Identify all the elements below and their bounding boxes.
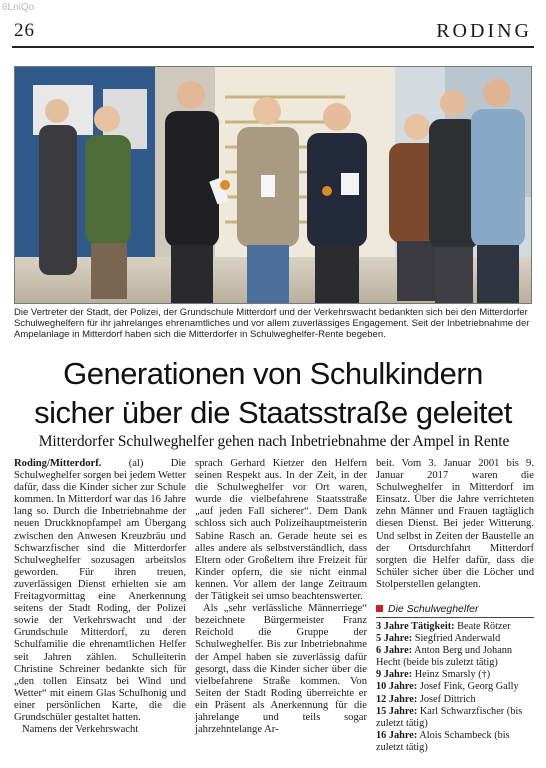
article-paragraph <box>14 458 186 724</box>
item-label: 6 Jahre: <box>376 645 413 657</box>
article-photo <box>14 66 532 304</box>
headline-line-1: Generationen von Schulkindern <box>63 356 483 391</box>
author-tag: (al) <box>128 458 144 469</box>
item-names: Josef Dittrich <box>419 693 476 705</box>
item-label: 10 Jahre: <box>376 681 418 693</box>
item-label: 15 Jahre: <box>376 705 418 717</box>
item-names: Karl Schwarzfischer (bis zuletzt tätig) <box>376 705 523 729</box>
article-column-1 <box>14 458 186 736</box>
helper-list <box>376 621 534 754</box>
item-names: Heinz Smarsly (†) <box>414 669 491 681</box>
item-names: Siegfried Anderwald <box>414 633 501 645</box>
article-paragraph: Als „sehr verlässliche Männerriege“ bezeichnete Bürgermeister Franz Reichold die Gruppe der Schulweghelfer. Bis zur Inbetriebnahme der Ampel haben sie zuverlässig dafür gesorgt, dass die Kinder sicher über die vielbefahrene Straße kommen. Von Seiten der Stadt Roding überreichte er ein Präsent als Anerkennung für die jahrelange und teils sogar jahrzehntelange Ar- <box>195 603 367 736</box>
subheadline: Mitterdorfer Schulweghelfer gehen nach Inbetriebnahme der Ampel in Rente <box>38 433 510 450</box>
list-item <box>376 669 534 681</box>
red-square-icon <box>376 605 383 612</box>
sidebar-box-title-text: Die Schulweghelfer <box>388 603 479 615</box>
sidebar-box-rule <box>376 617 534 618</box>
list-item <box>376 621 534 633</box>
item-names: Alois Schambeck (bis zuletzt tätig) <box>376 729 510 753</box>
paragraph-text: Die Schulweghelfer sorgen bei jedem Wetter dafür, dass die Kinder sicher zur Schule kommen. In Mitterdorf war das 16 Jahre lang so. Durch die Inbetriebnahme der neuen Druckknopfampel am Übergang zwischen den Anwesen Kreuzbräu und Schwarzfischer sind die Mitterdorfer Schulweghelfer sozusagen arbeitslos geworden. Für ihren treuen, zuverlässigen Dienst erhielten sie am Freitagvormittag eine Anerkennung seitens der Stadt Roding, der Polizei sowie der Verkehrswacht und der Grundschule Mitterdorf, zu deren Schulfamilie die ehrenamtlichen Helfer seit Jahren zählen. Schulleiterin Christine Schreiner bedankte sich für „den tollen Einsatz bei Wind und Wetter“ mit einem Glas Schulhonig und einer persönlichen Karte, die die Grundschüler gestaltet hatten. <box>14 458 186 723</box>
item-label: 12 Jahre: <box>376 693 418 705</box>
item-names: Anton Berg und Johann Hecht (beide bis zuletzt tätig) <box>376 645 513 669</box>
list-item <box>376 645 534 669</box>
article-column-2 <box>195 458 367 736</box>
item-label: 3 Jahre Tätigkeit: <box>376 621 455 632</box>
item-names: Beate Rötzer <box>457 621 511 632</box>
item-label: 5 Jahre: <box>376 633 413 645</box>
list-item <box>376 706 534 730</box>
section-name: RODING <box>436 20 532 42</box>
watermark: 6LniQo <box>2 2 35 13</box>
headline-line-2: sicher über die Staatsstraße geleitet <box>34 395 512 430</box>
header-rule <box>12 46 534 48</box>
item-label: 9 Jahre: <box>376 669 413 681</box>
article-column-3 <box>376 458 534 591</box>
article-paragraph: beit. Vom 3. Januar 2001 bis 9. Januar 2017 waren die Schulweghelfer in Mitterdorf im Einsatz. Über die Jahre verrichteten zehn Männer und Frauen tagtäglich diesen Dienst. Bei jeder Witterung. Und selbst in Zeiten der Baustelle an der Ortsdurchfahrt Mitterdorf sorgten die Helfer dafür, dass die Schüler sicher über die Löcher und Stolperstellen gelangten. <box>376 458 534 590</box>
sidebar-box-title <box>376 603 534 615</box>
page-number: 26 <box>14 20 35 41</box>
list-item <box>376 730 534 754</box>
list-item <box>376 681 534 693</box>
item-label: 16 Jahre: <box>376 729 418 741</box>
article-paragraph: sprach Gerhard Kietzer den Helfern seinen Respekt aus. In der Zeit, in der die Schulweghelfer vor Ort waren, wurde die vielbefahrene Staatsstraße „auf jeden Fall sicherer“. Dem Dank schloss sich auch Polizeihauptmeisterin Sabine Rasch an. Gerade heute sei es alles andere als selbstverständlich, dass Eltern oder Großeltern ihre Freizeit für Kinder opfern, die sie nicht einmal kennen. Vor allem der lange Zeitraum der Tätigkeit sei umso beachtenswerter. <box>195 458 367 603</box>
dateline: Roding/Mitterdorf. <box>14 458 102 469</box>
group-photo-illustration <box>15 67 532 304</box>
list-item <box>376 633 534 645</box>
item-names: Josef Fink, Georg Gally <box>419 681 519 693</box>
list-item <box>376 694 534 706</box>
photo-caption: Die Vertreter der Stadt, der Polizei, der Grundschule Mitterdorf und der Verkehrswacht bedankten sich bei den Mitterdorfer Schulweghelfern für ihr jahrelanges ehrenamtliches und vor allem zuverlässiges Engagement. Seit der Inbetriebnahme der Ampelanlage in Mitterdorf haben sich die Mitterdorfer in Schulweghelfer-Rente begeben. <box>14 307 530 341</box>
article-paragraph: Namens der Verkehrswacht <box>22 724 139 736</box>
